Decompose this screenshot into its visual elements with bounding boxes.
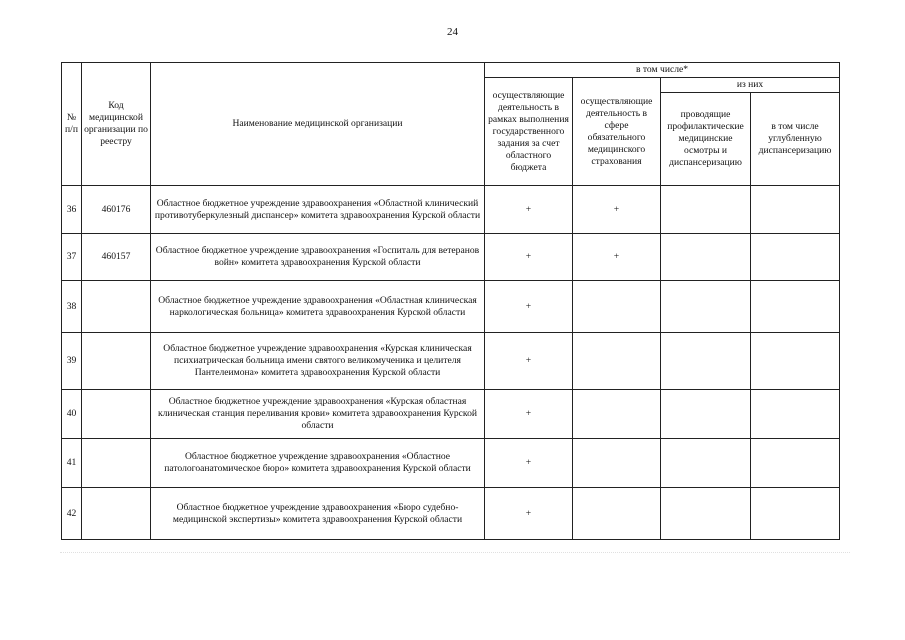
row-name: Областное бюджетное учреждение здравоохранения «Областное патологоанатомическое бюро» комитета здравоохранения Курской области — [151, 439, 485, 488]
row-oms — [573, 488, 661, 540]
table-header — [62, 63, 840, 186]
header-state-task: осуществляющие деятельность в рамках выполнения государственного задания за счет областного бюджета — [485, 78, 573, 186]
row-deep — [751, 333, 840, 390]
row-state-task: + — [485, 439, 573, 488]
header-code: Код медицинской организации по реестру — [82, 63, 151, 186]
row-code — [82, 390, 151, 439]
row-num: 42 — [62, 488, 82, 540]
row-state-task: + — [485, 333, 573, 390]
row-deep — [751, 281, 840, 333]
table-row — [62, 234, 840, 281]
row-deep — [751, 439, 840, 488]
row-prof — [661, 390, 751, 439]
row-num: 40 — [62, 390, 82, 439]
row-num: 41 — [62, 439, 82, 488]
row-oms — [573, 390, 661, 439]
row-deep — [751, 488, 840, 540]
row-state-task: + — [485, 390, 573, 439]
row-oms: + — [573, 234, 661, 281]
row-state-task: + — [485, 234, 573, 281]
row-oms: + — [573, 186, 661, 234]
row-name: Областное бюджетное учреждение здравоохранения «Курская клиническая психиатрическая больница имени святого великомученика и целителя Пантелеимона» комитета здравоохранения Курской области — [151, 333, 485, 390]
row-name: Областное бюджетное учреждение здравоохранения «Областная клиническая наркологическая больница» комитета здравоохранения Курской области — [151, 281, 485, 333]
row-prof — [661, 333, 751, 390]
row-prof — [661, 186, 751, 234]
row-prof — [661, 281, 751, 333]
row-prof — [661, 439, 751, 488]
row-name: Областное бюджетное учреждение здравоохранения «Курская областная клиническая станция переливания крови» комитета здравоохранения Курской области — [151, 390, 485, 439]
row-state-task: + — [485, 186, 573, 234]
row-code — [82, 488, 151, 540]
row-code — [82, 333, 151, 390]
row-num: 37 — [62, 234, 82, 281]
header-name: Наименование медицинской организации — [151, 63, 485, 186]
row-deep — [751, 390, 840, 439]
row-state-task: + — [485, 281, 573, 333]
row-num: 36 — [62, 186, 82, 234]
table-row — [62, 390, 840, 439]
medical-organizations-table — [61, 62, 840, 540]
row-num: 38 — [62, 281, 82, 333]
row-oms — [573, 281, 661, 333]
table-row — [62, 439, 840, 488]
header-of-them: из них — [661, 78, 840, 93]
header-prof: проводящие профилактические медицинские осмотры и диспансеризацию — [661, 93, 751, 186]
row-name: Областное бюджетное учреждение здравоохранения «Бюро судебно-медицинской экспертизы» комитета здравоохранения Курской области — [151, 488, 485, 540]
row-oms — [573, 439, 661, 488]
row-name: Областное бюджетное учреждение здравоохранения «Госпиталь для ветеранов войн» комитета здравоохранения Курской области — [151, 234, 485, 281]
header-including: в том числе* — [485, 63, 840, 78]
page-number: 24 — [447, 26, 458, 38]
row-num: 39 — [62, 333, 82, 390]
row-code: 460157 — [82, 234, 151, 281]
table-row — [62, 186, 840, 234]
row-deep — [751, 186, 840, 234]
row-code — [82, 281, 151, 333]
table-row — [62, 488, 840, 540]
row-code — [82, 439, 151, 488]
row-oms — [573, 333, 661, 390]
scan-noise-line — [60, 552, 850, 554]
row-prof — [661, 234, 751, 281]
row-deep — [751, 234, 840, 281]
row-state-task: + — [485, 488, 573, 540]
header-deep: в том числе углубленную диспансеризацию — [751, 93, 840, 186]
row-prof — [661, 488, 751, 540]
header-num: № п/п — [62, 63, 82, 186]
header-oms: осуществляющие деятельность в сфере обязательного медицинского страхования — [573, 78, 661, 186]
table-row — [62, 333, 840, 390]
row-code: 460176 — [82, 186, 151, 234]
table-row — [62, 281, 840, 333]
table-body — [62, 186, 840, 540]
row-name: Областное бюджетное учреждение здравоохранения «Областной клинический противотуберкулезный диспансер» комитета здравоохранения Курской области — [151, 186, 485, 234]
